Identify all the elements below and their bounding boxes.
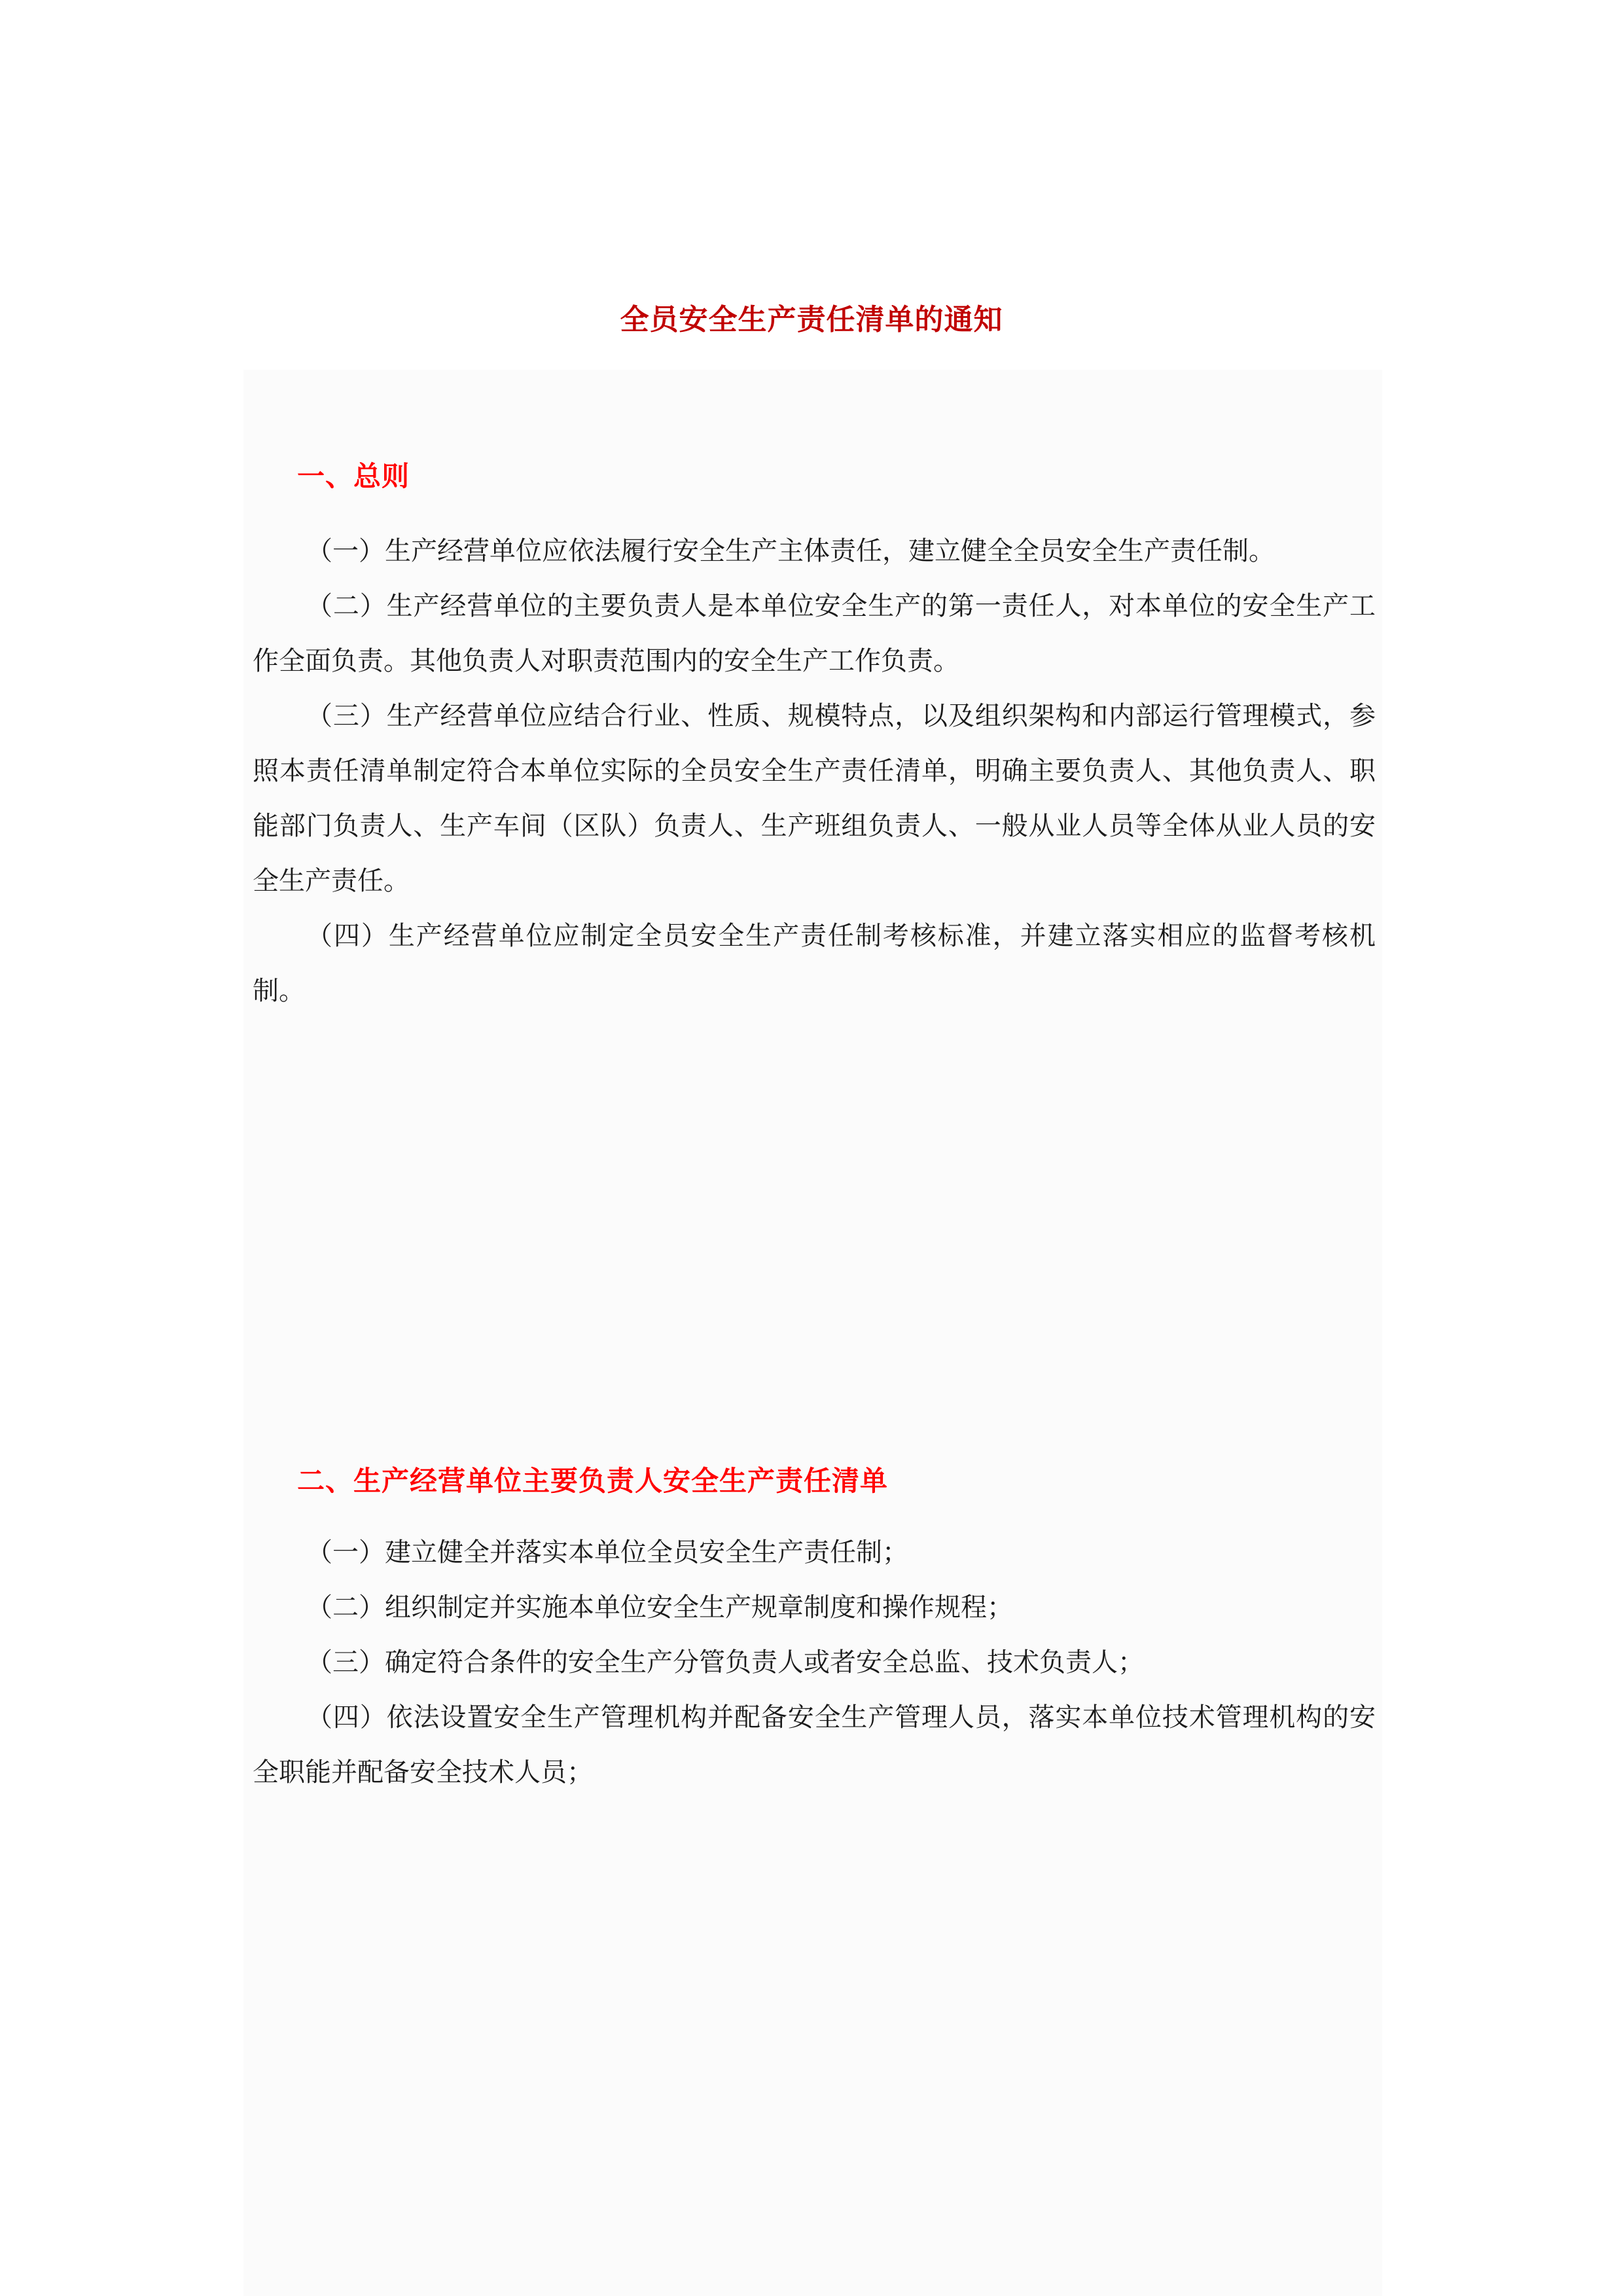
paragraph: （三）确定符合条件的安全生产分管负责人或者安全总监、技术负责人；	[306, 1647, 1144, 1677]
paragraph: （二）组织制定并实施本单位安全生产规章制度和操作规程；	[306, 1592, 1013, 1623]
section-principal-responsibilities	[243, 1460, 1382, 1499]
section-heading: 二、生产经营单位主要负责人安全生产责任清单	[297, 1465, 889, 1497]
paragraph: （一）建立健全并落实本单位全员安全生产责任制；	[306, 1537, 908, 1568]
paragraph: （四）依法设置安全生产管理机构并配备安全生产管理人员，落实本单位技术管理机构的安全职能并配备安全技术人员；	[253, 1702, 1376, 1787]
paragraph: （二）生产经营单位的主要负责人是本单位安全生产的第一责任人，对本单位的安全生产工作全面负责。其他负责人对职责范围内的安全生产工作负责。	[253, 591, 1376, 676]
section-1-paragraphs	[243, 524, 1382, 1018]
section-general-principles	[243, 455, 1382, 494]
paragraph: （一）生产经营单位应依法履行安全生产主体责任，建立健全全员安全生产责任制。	[306, 536, 1275, 566]
section-2-paragraphs	[243, 1525, 1382, 1800]
paragraph: （三）生产经营单位应结合行业、性质、规模特点，以及组织架构和内部运行管理模式，参照本责任清单制定符合本单位实际的全员安全生产责任清单，明确主要负责人、其他负责人、职能部门负责人、生产车间（区队）负责人、生产班组负责人、一般从业人员等全体从业人员的安全生产责任。	[253, 701, 1376, 896]
paragraph: （四）生产经营单位应制定全员安全生产责任制考核标准，并建立落实相应的监督考核机制。	[253, 921, 1376, 1006]
section-heading: 一、总则	[297, 460, 410, 492]
page-title: 全员安全生产责任清单的通知	[620, 303, 1003, 336]
